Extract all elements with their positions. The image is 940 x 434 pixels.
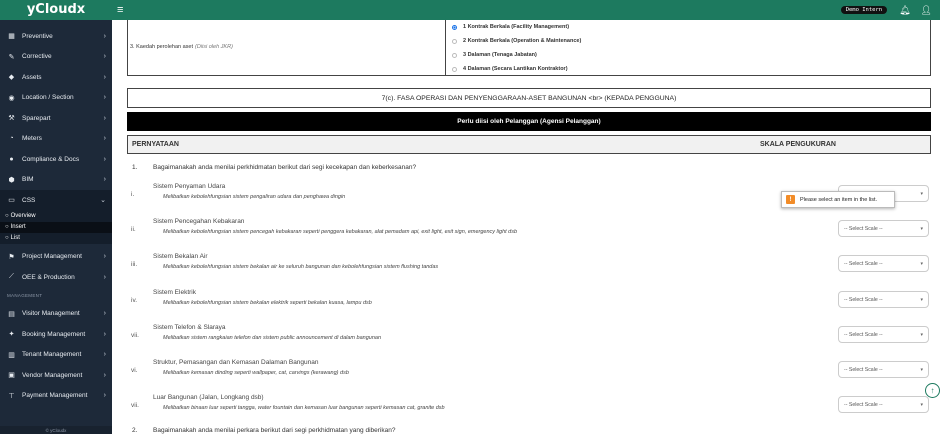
chevron-right-icon: › <box>103 351 106 359</box>
scale-select[interactable]: -- Select Scale -- ▾ <box>838 396 929 413</box>
section-title: 7(c). FASA OPERASI DAN PENYENGGARAAN-ASET BANGUNAN <br> (KEPADA PENGGUNA) <box>127 88 931 108</box>
pin-icon: ✦ <box>8 331 15 339</box>
sidebar-nav-2 <box>0 247 112 288</box>
caret-down-icon: ▾ <box>920 366 923 373</box>
wrench-icon: ✎ <box>8 53 15 61</box>
vendor-icon: ▣ <box>8 372 15 380</box>
header-statement: PERNYATAAN <box>132 141 179 148</box>
sidebar-item-sparepart[interactable]: ⚒ Sparepart › <box>8 114 106 123</box>
sidebar-item-preventive[interactable]: ▦ Preventive › <box>8 32 106 41</box>
sidebar-footer: © yCloudx <box>0 426 112 434</box>
chevron-right-icon: › <box>103 155 106 163</box>
kaedah-label-cell <box>128 20 446 75</box>
building-icon: ▥ <box>8 351 15 359</box>
sidebar-item-visitor[interactable]: ▤ Visitor Management › <box>8 310 106 318</box>
tools-icon: ⚒ <box>8 115 15 123</box>
table-header <box>127 135 931 154</box>
sidebar <box>0 0 112 434</box>
bell-icon[interactable]: 🔔︎ <box>899 4 911 15</box>
kaedah-note: (Diisi oleh JKR) <box>195 43 233 50</box>
cube-icon: ⬢ <box>8 176 15 184</box>
kaedah-label: 3. Kaedah perolehan aset <box>130 43 193 50</box>
table-row: vi. Struktur, Pemasangan dan Kemasan Dalaman Bangunan Melibatkan kemasan dinding seperti wallpaper, cat, carvings (kerawang) dsb -- Select Scale -- ▾ <box>127 352 931 388</box>
radio-unchecked[interactable] <box>452 53 457 58</box>
arrow-up-icon: ↑ <box>930 386 935 395</box>
id-card-icon: ▤ <box>8 310 15 318</box>
sidebar-item-vendor[interactable]: ▣ Vendor Management › <box>8 371 106 380</box>
table-row: iii. Sistem Bekalan Air Melibatkan kebolehfungsian sistem bekalan air ke seluruh bangunan dan kebolehfungsian sistem flushing tandas -- Select Scale -- ▾ <box>127 246 931 282</box>
table-row: vii. Sistem Telefon & Slaraya Melibatkan sistem rangkaian telefon dan sistem public announcement di dalam bangunan -- Select Scale -- ▾ <box>127 317 931 353</box>
fill-by-bar: Perlu diisi oleh Pelanggan (Agensi Pelanggan) <box>127 112 931 131</box>
circle-outline-icon: ○ <box>5 213 9 219</box>
circle-outline-icon: ○ <box>5 235 9 241</box>
user-badge[interactable]: Demo Intern <box>841 6 887 14</box>
sidebar-item-payment[interactable]: ⊤ Payment Management › <box>8 392 106 400</box>
sidebar-item-assets[interactable]: ◆ Assets › <box>8 73 106 82</box>
tag-icon: ◆ <box>8 74 15 82</box>
caret-down-icon: ▾ <box>920 401 923 408</box>
user-icon[interactable]: 👤︎ <box>920 4 932 15</box>
circle-outline-icon: ○ <box>5 224 9 230</box>
submenu-item-insert[interactable]: ○ Insert <box>0 222 112 233</box>
sidebar-item-corrective[interactable]: ✎ Corrective › <box>8 53 106 61</box>
sidebar-item-css[interactable]: ▭ CSS ⌄ <box>0 190 112 211</box>
scale-select[interactable]: -- Select Scale -- ▾ <box>838 326 929 343</box>
chevron-right-icon: › <box>103 32 106 40</box>
scale-select[interactable]: -- Select Scale -- ▾ <box>838 291 929 308</box>
chevron-right-icon: › <box>103 330 106 338</box>
sidebar-item-compliance[interactable]: ● Compliance & Docs › <box>0 149 112 170</box>
chevron-right-icon: › <box>103 392 106 400</box>
chevron-right-icon: › <box>103 371 106 379</box>
radio-option-1[interactable]: 1 Kontrak Berkala (Facility Management) <box>452 20 924 34</box>
scale-select[interactable]: -- Select Scale -- ▾ <box>838 220 929 237</box>
chevron-right-icon: › <box>103 94 106 102</box>
caret-down-icon: ▾ <box>920 190 923 197</box>
warning-icon: ! <box>786 195 795 204</box>
table-row: iv. Sistem Elektrik Melibatkan kebolehfungsian sistem bekalan elektrik seperti bekalan kuasa, lampu dsb -- Select Scale -- ▾ <box>127 282 931 318</box>
caret-down-icon: ▾ <box>920 260 923 267</box>
caret-down-icon: ▾ <box>920 296 923 303</box>
chevron-right-icon: › <box>103 310 106 318</box>
radio-checked[interactable] <box>452 25 457 30</box>
brand-logo[interactable]: yCloudx <box>0 0 112 20</box>
caret-down-icon: ▾ <box>920 225 923 232</box>
chevron-right-icon: › <box>103 114 106 122</box>
kaedah-perolehan-box <box>127 20 931 76</box>
sidebar-item-project-management[interactable]: ⚑ Project Management › <box>8 253 106 261</box>
sidebar-item-tenant[interactable]: ▥ Tenant Management › <box>8 351 106 359</box>
topbar-right <box>841 5 932 16</box>
sidebar-item-booking[interactable]: ✦ Booking Management › <box>8 330 106 339</box>
chevron-right-icon: › <box>103 253 106 261</box>
calendar-icon: ▦ <box>8 33 15 41</box>
scale-select[interactable]: -- Select Scale -- ▾ <box>838 255 929 272</box>
circle-icon: ● <box>9 155 14 163</box>
sidebar-item-meters[interactable]: ◔ Meters › <box>0 129 112 150</box>
chevron-right-icon: › <box>103 176 106 184</box>
css-submenu <box>0 211 112 244</box>
topbar <box>112 0 940 20</box>
radio-unchecked[interactable] <box>452 39 457 44</box>
gauge-icon: ◔ <box>9 135 14 143</box>
table-row: vii. Luar Bangunan (Jalan, Longkang dsb) Melibatkan binaan luar seperti tangga, water fountain dan kemasan luar bangunan seperti kemasan cat, granite dsb -- Select Scale -- ▾ <box>127 387 931 423</box>
validation-tooltip: ! Please select an item in the list. <box>781 191 895 208</box>
radio-option-3[interactable]: 3 Dalaman (Tenaga Jabatan) <box>452 48 924 62</box>
chevron-right-icon: › <box>103 53 106 61</box>
chevron-right-icon: › <box>103 73 106 81</box>
submenu-item-list[interactable]: ○ List <box>5 235 20 241</box>
sidebar-item-location[interactable]: ◉ Location / Section › <box>8 94 106 102</box>
sidebar-item-bim[interactable]: ⬢ BIM › <box>8 176 106 184</box>
payment-icon: ⊤ <box>8 392 15 400</box>
scroll-top-button[interactable] <box>925 383 940 398</box>
section-label-management: MANAGEMENT <box>7 293 43 298</box>
radio-unchecked[interactable] <box>452 67 457 72</box>
kaedah-options <box>446 20 930 75</box>
scale-select[interactable]: -- Select Scale -- ▾ <box>838 361 929 378</box>
header-scale: SKALA PENGUKURAN <box>760 141 836 148</box>
sidebar-nav <box>0 26 112 211</box>
caret-down-icon: ▾ <box>920 331 923 338</box>
chart-icon: ⟋ <box>9 273 14 281</box>
chevron-down-icon: ⌄ <box>100 197 106 205</box>
location-icon: ◉ <box>8 94 15 102</box>
hamburger-icon[interactable]: ≡ <box>117 4 124 16</box>
table-row: i. Sistem Penyaman Udara Melibatkan kebolehfungsian sistem pengaliran udara dan penghawa dingin ▾ <box>127 176 931 212</box>
radio-option-2[interactable]: 2 Kontrak Berkala (Operation & Maintenance) <box>452 34 924 48</box>
flag-icon: ⚑ <box>8 253 15 261</box>
chevron-right-icon: › <box>103 135 106 143</box>
sidebar-nav-3 <box>0 304 112 407</box>
monitor-icon: ▭ <box>8 197 15 205</box>
chevron-right-icon: › <box>103 273 106 281</box>
main-content: 3. Kaedah perolehan aset (Diisi oleh JKR) 1 Kontrak Berkala (Facility Management) 2 Kontrak Berkala (Operation & Maintenance) 3 Dalaman (Tenaga Jabatan) 4 Dalaman (Secara Lantikan Kontraktor) 7(c). FASA OPERASI DAN PENYENGGARAAN-ASET BANGUNAN <br> (KEPADA PENGGUNA) Perlu diisi oleh Pelanggan (Agensi Pelanggan) PERNYATAAN SKALA PENGUKURAN 1. Bagaimanakah anda menilai perkhidmatan berikut dari segi kecekapan dan keberkesanan? i. Sistem Penyaman Udara Melibatkan kebolehfungsian sistem pengaliran udara dan penghawa dingin ▾ ii. Sistem Pencegahan Kebakaran Melibatkan kebolehfungsian sistem pencegah kebakaran seperti penggera kebakaran, alat pemadam api, exit light, exit sign, emergency light dsb -- Select Scale -- ▾ iii. Sistem Bekalan Air Melibatkan kebolehfungsian sistem bekalan air ke seluruh bangunan dan kebolehfungsian sistem flushing tandas -- Select Scale -- ▾ iv. Sistem Elektrik Melibatkan kebolehfungsian sistem bekalan elektrik seperti bekalan kuasa, lampu dsb -- Select Scale -- ▾ vii. Sistem Telefon & Slaraya Melibatkan sistem rangkaian telefon dan sistem public announcement di dalam bangunan -- Select Scale -- ▾ vi. Struktur, Pemasangan dan Kemasan Dalaman Bangunan Melibatkan kemasan dinding seperti wallpaper, cat, carvings (kerawang) dsb -- Select Scale -- ▾ vii. Luar Bangunan (Jalan, Longkang dsb) Melibatkan binaan luar seperti tangga, water fountain dan kemasan luar bangunan seperti kemasan cat, granite dsb -- Select Scale -- ▾ 2. Bagaimanakah anda menilai perkara berikut dari segi perkhidmatan yang diberikan? ! Please select an item in the list. ↑ <box>112 20 940 434</box>
submenu-item-overview[interactable]: ○ Overview <box>5 213 36 219</box>
sidebar-item-oee[interactable]: ⟋ OEE & Production › <box>0 267 112 288</box>
table-row: ii. Sistem Pencegahan Kebakaran Melibatkan kebolehfungsian sistem pencegah kebakaran seperti penggera kebakaran, alat pemadam api, exit light, exit sign, emergency light dsb -- Select Scale -- ▾ <box>127 211 931 247</box>
radio-option-4[interactable]: 4 Dalaman (Secara Lantikan Kontraktor) <box>452 62 924 76</box>
